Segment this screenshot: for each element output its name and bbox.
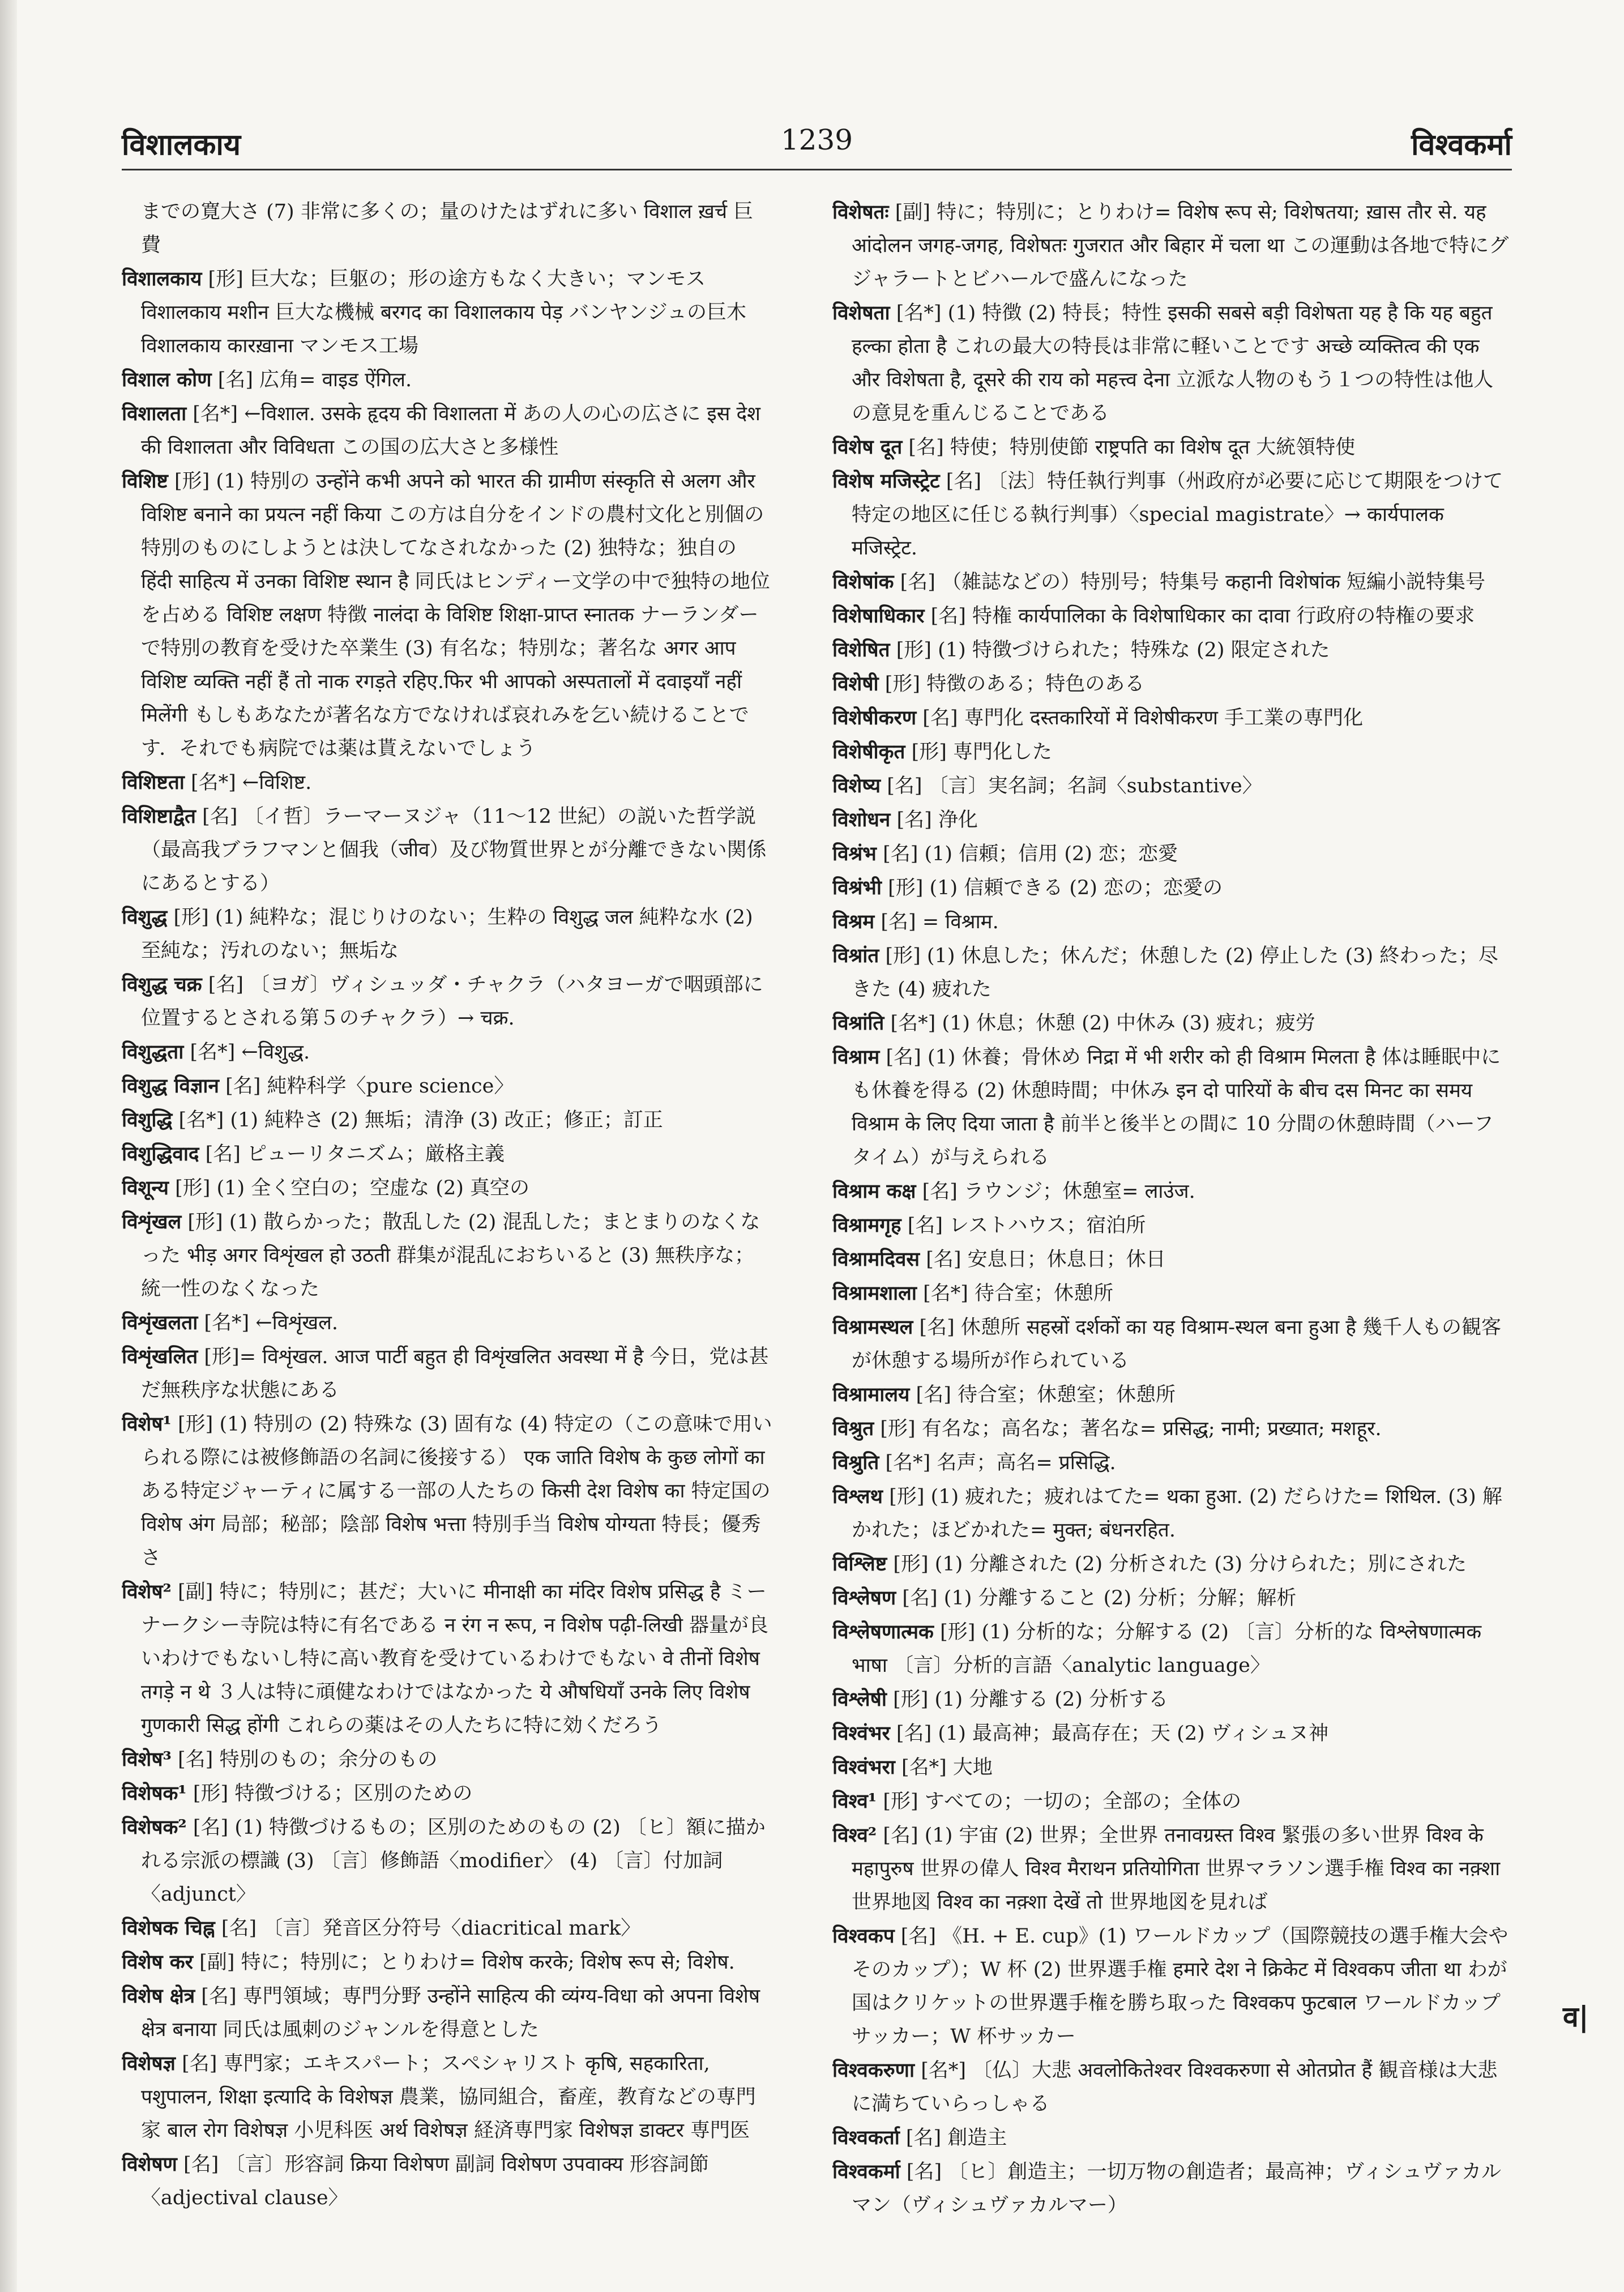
dictionary-entry — [832, 1378, 1512, 1412]
page-binding-edge — [0, 0, 17, 2292]
dictionary-entry — [832, 1412, 1512, 1446]
entry-headword: विशृंखल — [122, 1210, 182, 1234]
dictionary-entry — [122, 1103, 773, 1137]
entry-headword: विशेषक चिह्न — [122, 1917, 215, 1940]
dictionary-entry — [122, 195, 773, 262]
entry-headword: विश्रांत — [832, 944, 879, 967]
right-column — [832, 195, 1512, 2234]
entry-headword: विश्व² — [832, 1824, 877, 1847]
entry-definition: [形] 専門化した — [911, 741, 1053, 763]
entry-definition: [形] (1) 散らかった；散乱した (2) 混乱した；まとまりのなくなった भीड़ अगर विशृंखल हो उठती 群集が混乱におちいると (3) 無秩序な；統一性のなくなった — [141, 1211, 760, 1300]
entry-definition: [名*] 待合室；休憩所 — [923, 1282, 1114, 1305]
entry-definition: [名] 特別のもの；余分のもの — [178, 1748, 438, 1771]
dictionary-entry — [832, 599, 1512, 633]
entry-definition: [名] 〔ヨガ〕ヴィシュッダ・チャクラ（ハタヨーガで咽頭部に位置するとされる第５のチャクラ）→ चक्र. — [141, 974, 763, 1030]
dictionary-entry — [832, 2121, 1512, 2155]
running-head-first-entry: विशालकाय — [122, 127, 241, 162]
entry-headword: विश्वकर्मा — [832, 2160, 900, 2183]
entry-definition: [名] 専門化 दस्तकारियों में विशेषीकरण 手工業の専門化 — [922, 707, 1364, 729]
dictionary-entry — [832, 296, 1512, 430]
dictionary-entry — [122, 464, 773, 766]
entry-headword: विशेषाधिकार — [832, 604, 925, 628]
dictionary-entry — [122, 2047, 773, 2148]
entry-headword: विश्वकर्ता — [832, 2126, 900, 2149]
entry-headword: विश्लेषण — [832, 1586, 896, 1610]
entry-definition: [名*] 大地 — [901, 1756, 993, 1779]
entry-definition: [名*] ←विशृंखल. — [204, 1312, 339, 1334]
entry-definition: [形] (1) 純粋な；混じりけのない；生粋の विशुद्ध जल 純粋な水 (2) 至純な；汚れのない；無垢な — [141, 906, 753, 962]
entry-headword: विशेषीकृत — [832, 740, 905, 763]
dictionary-entry — [832, 905, 1512, 939]
entry-definition: [名] 特権 कार्यपालिका के विशेषाधिकार का दावा 行政府の特権の要求 — [930, 605, 1475, 628]
entry-definition: [名] 純粋科学〈pure science〉 — [225, 1075, 514, 1098]
dictionary-entry — [832, 1480, 1512, 1547]
dictionary-entry — [122, 1911, 773, 1945]
entry-definition: [名] 待合室；休憩室；休憩所 — [916, 1384, 1176, 1406]
entry-definition: [形] (1) 信頼できる (2) 恋の；恋愛の — [888, 877, 1223, 899]
entry-headword: विशेषतः — [832, 200, 889, 224]
entry-headword: विशुद्धता — [122, 1040, 184, 1064]
entry-definition: [名] （雑誌などの）特別号；特集号 कहानी विशेषांक 短編小説特集号 — [900, 571, 1485, 594]
entry-headword: विशिष्टता — [122, 771, 185, 794]
dictionary-entry — [122, 1306, 773, 1340]
entry-headword: विश्लेषणात्मक — [832, 1620, 934, 1644]
dictionary-entry — [122, 766, 773, 800]
dictionary-entry — [832, 871, 1512, 905]
entry-definition: [形] (1) 全く空白の；空虚な (2) 真空の — [175, 1177, 530, 1200]
entry-headword: विशृंखलित — [122, 1345, 198, 1368]
entry-definition: [副] 特に；特別に；とりわけ= विशेष रूप से; विशेषतया; ख़ास तौर से. यह आंदोलन जगह-जगह, विशेषतः गुजरात और बिहार में चला था この運動は各地で特にグジャラートとビハールで盛んになった — [852, 201, 1509, 291]
dictionary-entry — [122, 1340, 773, 1407]
entry-headword: विशिष्टाद्वैत — [122, 805, 196, 828]
dictionary-entry — [832, 701, 1512, 735]
entry-definition: [形] すべての；一切の；全部の；全体の — [883, 1790, 1242, 1813]
entry-headword: विशेषण — [122, 2153, 177, 2176]
entry-definition: [名] 浄化 — [896, 809, 978, 831]
entry-headword: विशालकाय — [122, 267, 202, 291]
dictionary-entry — [832, 1311, 1512, 1378]
entry-headword: विशेषांक — [832, 570, 894, 594]
entry-headword: विशिष्ट — [122, 470, 168, 493]
entry-definition: [名] (1) 特徴づけるもの；区別のためのもの (2) 〔ヒ〕額に描かれる宗派の標識 (3) 〔言〕修飾語〈modifier〉 (4) 〔言〕付加詞〈adjunct〉 — [141, 1816, 766, 1906]
dictionary-entry — [832, 1175, 1512, 1209]
entry-headword: विशुद्ध — [122, 906, 168, 929]
entry-definition: [名*] (1) 休息；休憩 (2) 中休み (3) 疲れ；疲労 — [890, 1012, 1315, 1035]
dictionary-entry — [122, 900, 773, 968]
entry-headword: विशेष दूत — [832, 436, 903, 459]
entry-headword: विशुद्धि — [122, 1108, 173, 1132]
dictionary-entry — [122, 1407, 773, 1575]
dictionary-entry — [832, 565, 1512, 599]
entry-definition: までの寛大さ (7) 非常に多くの；量のけたはずれに多い विशाल ख़र्च 巨費 — [141, 200, 754, 257]
page-number: 1239 — [780, 123, 853, 156]
dictionary-entry — [832, 1209, 1512, 1243]
dictionary-entry — [122, 1811, 773, 1911]
entry-headword: विश्लेषी — [832, 1688, 887, 1711]
dictionary-entry — [832, 1243, 1512, 1277]
dictionary-entry — [832, 1785, 1512, 1819]
entry-definition: [名] ラウンジ；休憩室= लाउंज. — [922, 1180, 1195, 1203]
entry-headword: विश्व¹ — [832, 1790, 877, 1813]
entry-definition: [名] 広角= वाइड ऐंगिल. — [217, 369, 412, 391]
entry-headword: विशालता — [122, 402, 187, 425]
entry-headword: विश्रामगृह — [832, 1214, 901, 1237]
dictionary-entry — [832, 1277, 1512, 1311]
dictionary-entry — [832, 464, 1512, 565]
entry-definition: [形] 特徴づける；区別のための — [193, 1782, 473, 1805]
entry-definition: [名] (1) 最高神；最高存在；天 (2) ヴィシュヌ神 — [896, 1722, 1329, 1745]
entry-definition: [名] 〔言〕実名詞；名詞〈substantive〉 — [887, 775, 1262, 797]
entry-headword: विश्लथ — [832, 1485, 883, 1508]
entry-headword: विश्वंभरा — [832, 1756, 895, 1779]
dictionary-entry — [832, 1717, 1512, 1751]
dictionary-entry — [122, 1171, 773, 1205]
entry-headword: विशेष्य — [832, 774, 881, 797]
entry-headword: विशृंखलता — [122, 1311, 198, 1334]
entry-definition: [名] (1) 信頼；信用 (2) 恋；恋愛 — [883, 843, 1178, 865]
entry-definition: [名] ピューリタニズム；厳格主義 — [205, 1143, 505, 1166]
dictionary-entry — [832, 1615, 1512, 1683]
entry-definition: [形] (1) 休息した；休んだ；休憩した (2) 停止した (3) 終わった；尽きた (4) 疲れた — [852, 945, 1498, 1001]
dictionary-entry — [832, 837, 1512, 871]
entry-definition: [名] 〔言〕形容詞 क्रिया विशेषण 副詞 विशेषण उपवाक्य 形容詞節〈adjectival clause〉 — [141, 2153, 709, 2209]
entry-definition: [形] (1) 分離する (2) 分析する — [893, 1688, 1169, 1711]
dictionary-entry — [122, 1575, 773, 1743]
entry-definition: [形] (1) 分析的な；分解する (2) 〔言〕分析的な विश्लेषणात्मक भाषा 〔言〕分析的言語〈analytic language〉 — [852, 1621, 1482, 1677]
entry-headword: विशुद्धिवाद — [122, 1142, 199, 1166]
entry-definition: [名*] ←विशुद्ध. — [190, 1041, 310, 1064]
dictionary-entry — [832, 939, 1512, 1006]
dictionary-entry — [832, 1751, 1512, 1785]
entry-definition: [名*] 名声；高名= प्रसिद्धि. — [885, 1452, 1116, 1474]
dictionary-entry — [832, 1446, 1512, 1480]
entry-headword: विश्रामालय — [832, 1383, 910, 1406]
entry-definition: [名] = विश्राम. — [881, 911, 999, 933]
dictionary-entry — [122, 968, 773, 1035]
entry-headword: विशेष क्षेत्र — [122, 1984, 195, 2008]
entry-headword: विशुद्ध विज्ञान — [122, 1074, 219, 1098]
entry-definition: [名*] ←विशाल. उसके हृदय की विशालता में あの人の心の広さに इस देश की विशालता और विविधता この国の広大さと多様性 — [141, 403, 760, 459]
entry-definition: [形] (1) 分離された (2) 分析された (3) 分けられた；別にされた — [893, 1553, 1467, 1576]
thumb-index-tab: व| — [1563, 2000, 1589, 2033]
entry-definition: [形] 特徴のある；特色のある — [884, 673, 1145, 695]
entry-definition: [名] 専門領域；専門分野 उन्होंने साहित्य की व्यंग्य-विधा को अपना विशेष क्षेत्र बनाया 同氏は風刺のジャンルを得意とした — [141, 1985, 760, 2041]
entry-headword: विशेष कर — [122, 1950, 193, 1974]
dictionary-entry — [122, 397, 773, 464]
dictionary-entry — [122, 1069, 773, 1103]
dictionary-entry — [832, 1581, 1512, 1615]
entry-definition: [名] 創造主 — [905, 2127, 1007, 2149]
entry-headword: विश्रुत — [832, 1417, 874, 1440]
dictionary-entry — [832, 430, 1512, 464]
entry-definition: [名*] ←विशिष्ट. — [191, 771, 312, 794]
page-header — [122, 123, 1512, 170]
dictionary-entry — [832, 1683, 1512, 1717]
entry-headword: विश्रंभी — [832, 876, 882, 899]
dictionary-entry — [122, 1035, 773, 1069]
entry-definition: [名] 《H. + E. cup》(1) ワールドカップ（国際競技の選手権大会やそのカップ）；W 杯 (2) 世界選手権 हमारे देश ने क्रिकेट में विश्वकप जीता था わが国はクリケットの世界選手権を勝ち取った विश्वकप फुटबाल ワールドカップサッカー；W 杯サッカー — [852, 1925, 1508, 2048]
entry-definition: [名] (1) 分離すること (2) 分析；分解；解析 — [902, 1587, 1297, 1610]
entry-definition: [名] 安息日；休息日；休日 — [926, 1248, 1166, 1271]
entry-headword: विश्लिष्ट — [832, 1552, 887, 1576]
dictionary-entry — [832, 195, 1512, 296]
entry-headword: विश्वंभर — [832, 1722, 890, 1745]
entry-definition: [形] (1) 特別の उन्होंने कभी अपने को भारत की ग्रामीण संस्कृति से अलग और विशिष्ट बनाने का प्रयत्न नहीं किया この方は自分をインドの農村文化と別個の特別のものにしようとは決してなされなかった (2) 独特な；独自の हिंदी साहित्य में उनका विशिष्ट स्थान है 同氏はヒンディー文学の中で独特の地位を占める विशिष्ट लक्षण 特徴 नालंदा के विशिष्ट शिक्षा-प्राप्त स्नातक ナーランダーで特別の教育を受けた卒業生 (3) 有名な；特別な；著名な अगर आप विशिष्ट व्यक्ति नहीं हैं तो नाक रगड़ते रहिए.फिर भी आपको अस्पतालों में दवाइयाँ नहीं मिलेंगी もしもあなたが著名な方でなければ哀れみを乞い続けることです．それでも病院では薬は貰えないでしょう — [141, 470, 770, 760]
entry-definition: [形] 有名な；高名な；著名な= प्रसिद्ध; नामी; प्रख्यात; मशहूर. — [880, 1418, 1382, 1440]
entry-headword: विशेषज्ञ — [122, 2052, 176, 2075]
entry-definition: [名] レストハウス；宿泊所 — [907, 1214, 1146, 1237]
entry-headword: विश्वकप — [832, 1924, 895, 1948]
entry-headword: विशेषीकरण — [832, 706, 917, 729]
entry-headword: विश्रंभ — [832, 842, 877, 865]
entry-headword: विश्रामदिवस — [832, 1248, 920, 1271]
entry-definition: [名] (1) 休養；骨休め निद्रा में भी शरीर को ही विश्राम मिलता है 体は睡眠中にも休養を得る (2) 休憩時間；中休み इन दो पारियों के बीच दस मिनट का समय विश्राम के लिए दिया जाता है 前半と後半との間に 10 分間の休憩時間（ハーフタイム）が与えられる — [852, 1046, 1501, 1169]
entry-definition: [副] 特に；特別に；とりわけ= विशेष करके; विशेष रूप से; विशेष. — [199, 1951, 735, 1974]
left-column — [122, 195, 773, 2234]
dictionary-entry — [832, 735, 1512, 769]
dictionary-entry — [832, 1547, 1512, 1581]
entry-headword: विश्राम कक्ष — [832, 1180, 916, 1203]
entry-definition: [形] (1) 特別の (2) 特殊な (3) 固有な (4) 特定の（この意味で用いられる際には被修飾語の名詞に後接する） एक जाति विशेष के कुछ लोगों का ある特定ジャーティに属する一部の人たちの किसी देश विशेष का 特定国の विशेष अंग 局部；秘部；陰部 विशेष भत्ता 特別手当 विशेष योग्यता 特長；優秀さ — [141, 1413, 772, 1569]
entry-definition: [名] 〔イ哲〕ラーマーヌジャ（11～12 世紀）の説いた哲学説（最高我ブラフマンと個我（जीव）及び物質世界とが分離できない関係にあるとする） — [141, 805, 767, 895]
entry-definition: [名*] (1) 純粋さ (2) 無垢；清浄 (3) 改正；修正；訂正 — [178, 1109, 663, 1132]
dictionary-entry — [122, 1743, 773, 1777]
entry-definition: [名] 〔法〕特任執行判事（州政府が必要に応じて期限をつけて特定の地区に任じる執行判事）〈special magistrate〉→ कार्यपालक मजिस्ट्रेट. — [852, 470, 1503, 560]
entry-headword: विशेष मजिस्ट्रेट — [832, 470, 940, 493]
running-head-last-entry: विश्वकर्मा — [1411, 127, 1512, 162]
dictionary-entry — [122, 2148, 773, 2215]
dictionary-entry — [122, 1777, 773, 1811]
entry-headword: विशेषी — [832, 672, 879, 695]
entry-headword: विशून्य — [122, 1176, 169, 1200]
entry-headword: विशुद्ध चक्र — [122, 973, 202, 996]
entry-definition: [名] 〔ヒ〕創造主；一切万物の創造者；最高神；ヴィシュヴァカルマン（ヴィシュヴァカルマー） — [852, 2161, 1502, 2217]
dictionary-entry — [122, 1137, 773, 1171]
dictionary-entry — [122, 1205, 773, 1306]
dictionary-entry — [832, 1040, 1512, 1175]
entry-definition: [名] 休憩所 सहस्रों दर्शकों का यह विश्राम-स्थल बना हुआ है 幾千人もの観客が休憩する場所が作られている — [852, 1316, 1502, 1372]
entry-headword: विशेषता — [832, 301, 890, 325]
dictionary-entry — [832, 803, 1512, 837]
entry-definition: [形] (1) 疲れた；疲れはてた= थका हुआ. (2) だらけた= शिथिल. (3) 解かれた；ほどかれた= मुक्त; बंधनरहित. — [852, 1486, 1502, 1542]
entry-headword: विश्राम — [832, 1045, 880, 1069]
dictionary-entry — [832, 667, 1512, 701]
entry-headword: विश्रुति — [832, 1451, 879, 1474]
dictionary-entry — [122, 1945, 773, 1979]
entry-headword: विशेषित — [832, 638, 890, 661]
entry-definition: [名*] 〔仏〕大悲 अवलोकितेश्वर विश्वकरुणा से ओतप्रोत हैं 観音様は大悲に満ちていらっしゃる — [852, 2059, 1498, 2115]
dictionary-entry — [832, 633, 1512, 667]
dictionary-entry — [832, 2054, 1512, 2121]
entry-definition: [形] (1) 特徴づけられた；特殊な (2) 限定された — [896, 639, 1330, 661]
dictionary-entry — [122, 262, 773, 363]
dictionary-entry — [122, 363, 773, 397]
entry-headword: विश्रामशाला — [832, 1282, 917, 1305]
entry-headword: विशेषक¹ — [122, 1782, 187, 1805]
entry-headword: विशाल कोण — [122, 368, 212, 391]
entry-definition: [副] 特に；特別に；甚だ；大いに मीनाक्षी का मंदिर विशेष प्रसिद्ध है ミーナークシー寺院は特に有名である न रंग न रूप, न विशेष पढ़ी-लिखी 器量が良いわけでもないし特に高い教育を受けているわけでもない वे तीनों विशेष तगड़े न थे ３人は特に頑健なわけではなかった ये औषधियाँ उनके लिए विशेष गुणकारी सिद्ध होंगी これらの薬はその人たちに特に効くだろう — [141, 1581, 769, 1737]
entry-headword: विश्रामस्थल — [832, 1316, 913, 1339]
entry-headword: विश्वकरुणा — [832, 2059, 915, 2082]
entry-headword: विशेष² — [122, 1580, 172, 1603]
entry-definition: [名] 〔言〕発音区分符号〈diacritical mark〉 — [221, 1917, 641, 1940]
dictionary-entry — [832, 769, 1512, 803]
dictionary-entry — [832, 1819, 1512, 1919]
entry-definition: [名] 特使；特別使節 राष्ट्रपति का विशेष दूत 大統領特使 — [908, 436, 1356, 459]
entry-definition: [形]= विशृंखल. आज पार्टी बहुत ही विशृंखलित अवस्था में है 今日，党は甚だ無秩序な状態にある — [141, 1346, 769, 1402]
entry-definition: [名*] (1) 特徴 (2) 特長；特性 इसकी सबसे बड़ी विशेषता यह है कि यह बहुत हल्का होता है これの最大の特長は非常に軽いことです अच्छे व्यक्तित्व की एक और विशेषता है, दूसरे की राय को महत्त्व देना 立派な人物のもう１つの特性は他人の意見を重んじることである — [852, 302, 1494, 425]
dictionary-entry — [832, 1006, 1512, 1040]
entry-headword: विश्रांति — [832, 1011, 884, 1035]
entry-headword: विशेष¹ — [122, 1412, 172, 1436]
entry-headword: विशेषक² — [122, 1816, 187, 1839]
dictionary-entry — [832, 1919, 1512, 2054]
dictionary-entry — [122, 1979, 773, 2047]
entry-headword: विश्रम — [832, 910, 875, 933]
entry-definition: [形] 巨大な；巨躯の；形の途方もなく大きい；マンモス विशालकाय मशीन 巨大な機械 बरगद का विशालकाय पेड़ バンヤンジュの巨木 विशालकाय कारख़ाना マンモス工場 — [141, 268, 747, 357]
dictionary-entry — [122, 800, 773, 900]
entry-definition: [名] (1) 宇宙 (2) 世界；全世界 तनावग्रस्त विश्व 緊張の多い世界 विश्व के महापुरुष 世界の偉人 विश्व मैराथन प्रतियोगिता 世界マラソン選手権 विश्व का नक़्शा 世界地図 विश्व का नक़्शा देखें तो 世界地図を見れば — [852, 1824, 1501, 1914]
entry-definition: [名] 専門家；エキスパート；スペシャリスト कृषि, सहकारिता, पशुपालन, शिक्षा इत्यादि के विशेषज्ञ 農業，協同組合，畜産，教育などの専門家 बाल रोग विशेषज्ञ 小児科医 अर्थ विशेषज्ञ 経済専門家 विशेषज्ञ डाक्टर 専門医 — [141, 2052, 756, 2142]
entry-headword: विशोधन — [832, 808, 891, 831]
dictionary-entry — [832, 2155, 1512, 2222]
entry-headword: विशेष³ — [122, 1748, 172, 1771]
